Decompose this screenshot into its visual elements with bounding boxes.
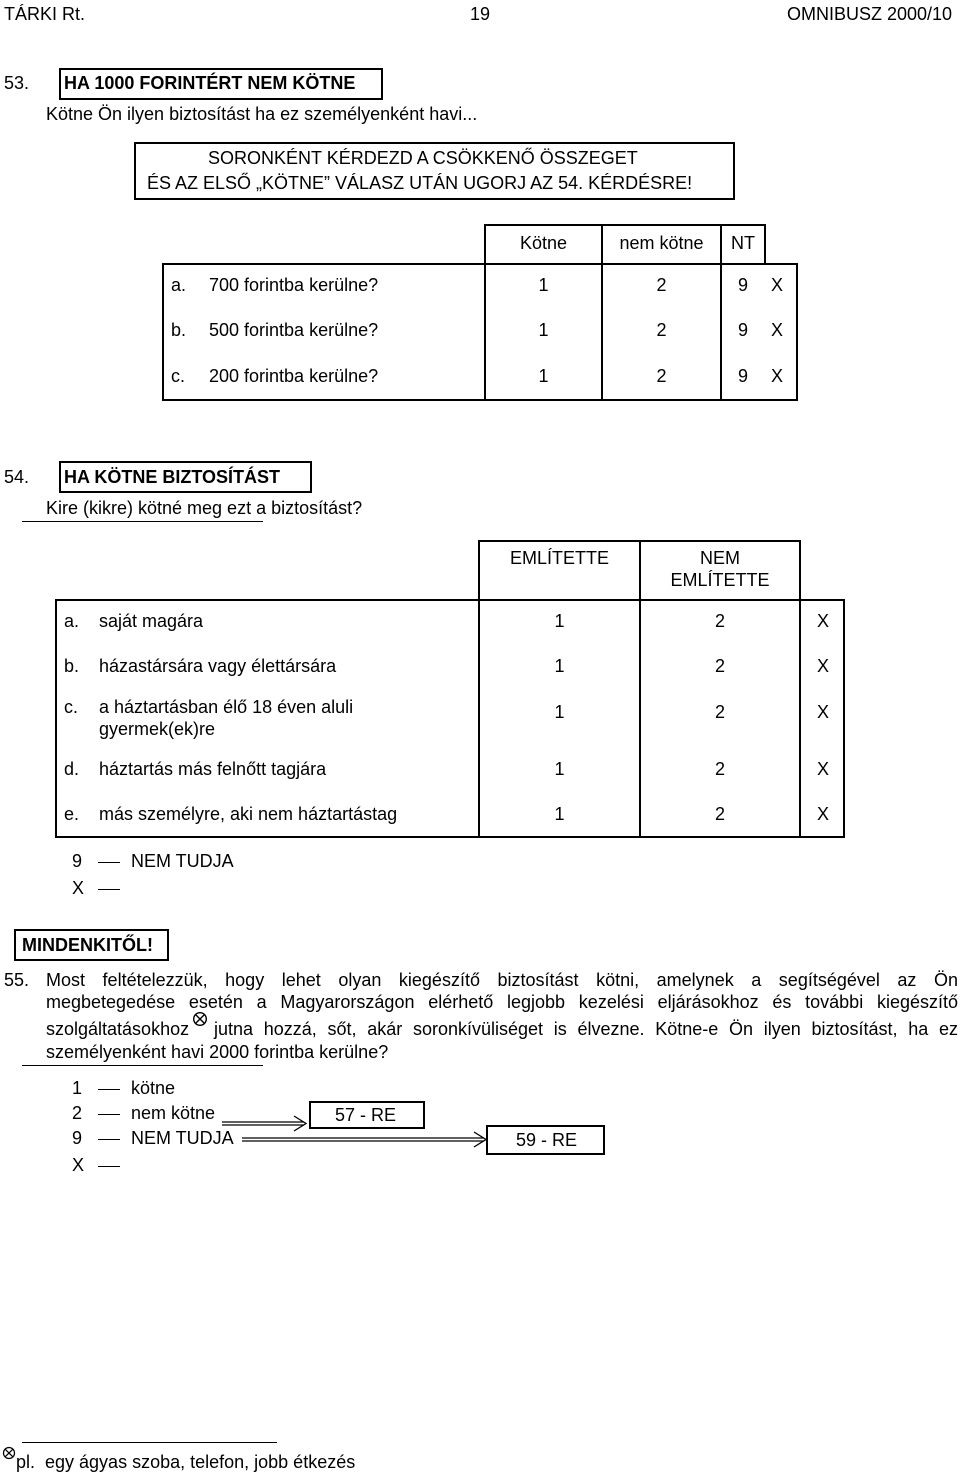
q53-col-kotne: Kötne [519,233,568,253]
code: X [72,1155,85,1175]
row-letter: b. [171,320,187,340]
row-label: 700 forintba kerülne? [209,275,379,295]
q55-line1: Most feltételezzük, hogy lehet olyan kiegészítő biztosítást kötni, amelynek a segítségével az Ön [46,970,958,990]
q53-question: Kötne Ön ilyen biztosítást ha ez személyenként havi... [46,104,478,124]
label: NEM TUDJA [131,851,234,871]
code-nt[interactable]: 9 [738,366,749,386]
code-x[interactable]: X [816,804,829,824]
code-nem-emlitette[interactable]: 2 [714,804,725,824]
skip-57: 57 - RE [335,1105,397,1125]
row-label: más személyre, aki nem háztartástag [99,804,398,824]
row-label: háztartás más felnőtt tagjára [99,759,327,779]
q54-underline [22,521,263,522]
q54-col-emlitette: EMLÍTETTE [509,548,609,568]
row-label: 500 forintba kerülne? [209,320,379,340]
row-letter: b. [64,656,80,676]
code-kotne[interactable]: 1 [538,366,549,386]
dash [98,1114,120,1115]
dash [98,1089,120,1090]
row-letter: e. [64,804,80,824]
dash [98,862,120,863]
code-nt[interactable]: 9 [738,275,749,295]
q55-line3b: jutna hozzá, sőt, akár soronkívüliséget is élvezne. Kötne-e Ön ilyen biztosítást, ha ez [214,1019,958,1039]
code: X [72,878,85,898]
footnote-marker-icon [192,1011,208,1027]
code-emlitette[interactable]: 1 [554,759,565,779]
code-emlitette[interactable]: 1 [554,611,565,631]
q54-question: Kire (kikre) kötné meg ezt a biztosítást? [46,498,363,518]
row-letter: c. [64,697,79,717]
header-left: TÁRKI Rt. [4,4,86,24]
code-emlitette[interactable]: 1 [554,702,565,722]
q53-instruction-line2: ÉS AZ ELSŐ „KÖTNE” VÁLASZ UTÁN UGORJ AZ 54. KÉRDÉSRE! [147,173,693,193]
row-label: 200 forintba kerülne? [209,366,379,386]
row-label: a háztartásban élő 18 éven aluli [99,697,354,717]
label: NEM TUDJA [131,1128,234,1148]
row-label: házastársára vagy élettársára [99,656,337,676]
code: 9 [72,851,83,871]
code-kotne[interactable]: 1 [538,320,549,340]
dash [98,889,120,890]
footnote-text: pl. egy ágyas szoba, telefon, jobb étkezés [16,1452,356,1472]
row-letter: a. [171,275,187,295]
row-label-cont: gyermek(ek)re [99,719,216,739]
code: 2 [72,1103,83,1123]
code-nem-emlitette[interactable]: 2 [714,656,725,676]
skip-arrow-2-icon [240,1126,490,1156]
code-emlitette[interactable]: 1 [554,804,565,824]
row-label: saját magára [99,611,204,631]
code-x[interactable]: X [771,275,784,295]
footnote-rule [22,1442,277,1443]
q55-line4: személyenként havi 2000 forintba kerülne? [46,1042,389,1062]
dash [98,1166,120,1167]
q54-number: 54. [4,467,30,487]
code-x[interactable]: X [816,656,829,676]
code-nem-emlitette[interactable]: 2 [714,702,725,722]
code-x[interactable]: X [816,702,829,722]
code-nem-emlitette[interactable]: 2 [714,759,725,779]
q54-col-nem-line2: EMLÍTETTE [670,570,770,590]
code-x[interactable]: X [771,320,784,340]
code-emlitette[interactable]: 1 [554,656,565,676]
code-nem-emlitette[interactable]: 2 [714,611,725,631]
code-x[interactable]: X [816,611,829,631]
code-kotne[interactable]: 1 [538,275,549,295]
header-right: OMNIBUSZ 2000/10 [787,4,953,24]
dash [98,1139,120,1140]
q55-underline [22,1065,263,1066]
q54-col-nem-line1: NEM [700,548,740,568]
mindenkitol: MINDENKITŐL! [22,935,153,955]
code: 9 [72,1128,83,1148]
footnote-marker-icon [2,1446,16,1460]
q55-line3a: szolgáltatásokhoz [46,1019,190,1039]
q53-col-nem-kotne: nem kötne [619,233,704,253]
code-nem-kotne[interactable]: 2 [656,366,667,386]
row-letter: a. [64,611,80,631]
label: nem kötne [131,1103,216,1123]
code-nem-kotne[interactable]: 2 [656,275,667,295]
q55-number: 55. [4,970,30,990]
q53-instruction-line1: SORONKÉNT KÉRDEZD A CSÖKKENŐ ÖSSZEGET [208,148,638,168]
row-letter: d. [64,759,80,779]
q55-line2: megbetegedése esetén a Magyarországon elérhető legjobb kezelési eljárásokhoz és további kiegészítő [46,992,958,1012]
q53-number: 53. [4,73,30,93]
code-x[interactable]: X [816,759,829,779]
q53-filter: HA 1000 FORINTÉRT NEM KÖTNE [64,73,356,93]
code-x[interactable]: X [771,366,784,386]
q53-col-nt: NT [731,233,755,253]
page-number: 19 [470,4,491,24]
q54-filter: HA KÖTNE BIZTOSÍTÁST [64,467,280,487]
code-nem-kotne[interactable]: 2 [656,320,667,340]
code: 1 [72,1078,83,1098]
skip-59: 59 - RE [516,1130,578,1150]
row-letter: c. [171,366,186,386]
label: kötne [131,1078,176,1098]
code-nt[interactable]: 9 [738,320,749,340]
